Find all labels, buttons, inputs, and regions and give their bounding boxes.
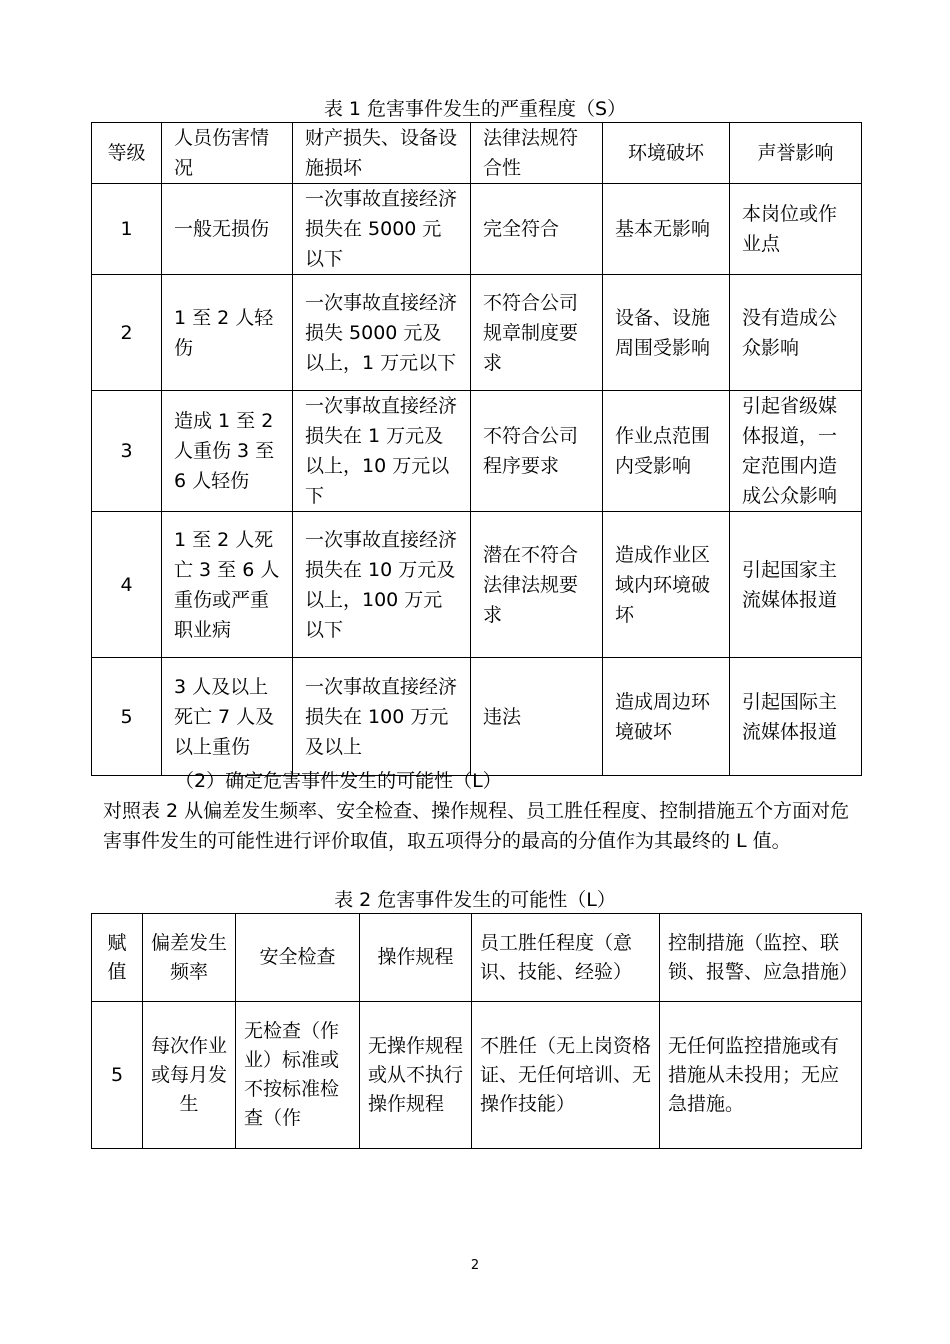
header-cell: 控制措施（监控、联锁、报警、应急措施）: [660, 914, 862, 1002]
table-cell: 不符合公司规章制度要求: [471, 275, 603, 391]
table-cell: 无任何监控措施或有措施从未投用；无应急措施。: [660, 1002, 862, 1149]
table-cell: 不符合公司程序要求: [471, 391, 603, 512]
level-cell: 1: [92, 184, 162, 275]
table-cell: 引起国家主流媒体报道: [730, 512, 862, 658]
level-cell: 2: [92, 275, 162, 391]
header-cell: 人员伤害情况: [162, 123, 293, 184]
table-cell: 设备、设施周围受影响: [603, 275, 730, 391]
table-row: [92, 512, 862, 658]
table-row: [92, 275, 862, 391]
table-row: [92, 184, 862, 275]
table-cell: 造成作业区域内环境破坏: [603, 512, 730, 658]
table-cell: 一次事故直接经济损失在 10 万元及以上，100 万元以下: [293, 512, 471, 658]
likelihood-table: [91, 913, 862, 1149]
table-cell: 违法: [471, 658, 603, 776]
level-cell: 5: [92, 658, 162, 776]
header-cell: 声誉影响: [730, 123, 862, 184]
level-cell: 4: [92, 512, 162, 658]
table-cell: 无操作规程或从不执行操作规程: [360, 1002, 472, 1149]
table-row: [92, 391, 862, 512]
header-cell: 法律法规符合性: [471, 123, 603, 184]
table-cell: 没有造成公众影响: [730, 275, 862, 391]
table-cell: 1 至 2 人轻伤: [162, 275, 293, 391]
body-paragraph: 对照表 2 从偏差发生频率、安全检查、操作规程、员工胜任程度、控制措施五个方面对危害事件发生的可能性进行评价取值，取五项得分的最高的分值作为其最终的 L 值。: [103, 800, 850, 852]
table-cell: 引起省级媒体报道，一定范围内造成公众影响: [730, 391, 862, 512]
table-cell: 造成周边环境破坏: [603, 658, 730, 776]
header-cell: 赋值: [92, 914, 143, 1002]
table-cell: 潜在不符合法律法规要求: [471, 512, 603, 658]
table-cell: 引起国际主流媒体报道: [730, 658, 862, 776]
table-cell: 一次事故直接经济损失在 100 万元及以上: [293, 658, 471, 776]
table-cell: 一次事故直接经济损失 5000 元及以上，1 万元以下: [293, 275, 471, 391]
table-header-row: [92, 123, 862, 184]
table-cell: 无检查（作业）标准或不按标准检查（作: [236, 1002, 360, 1149]
table2-caption: 表 2 危害事件发生的可能性（L）: [334, 889, 616, 911]
header-cell: 安全检查: [236, 914, 360, 1002]
header-cell: 财产损失、设备设施损坏: [293, 123, 471, 184]
table-cell: 本岗位或作业点: [730, 184, 862, 275]
header-cell: 员工胜任程度（意识、技能、经验）: [472, 914, 660, 1002]
table-cell: 不胜任（无上岗资格证、无任何培训、无操作技能）: [472, 1002, 660, 1149]
table1-caption: 表 1 危害事件发生的严重程度（S）: [323, 98, 627, 120]
table-cell: 一次事故直接经济损失在 5000 元以下: [293, 184, 471, 275]
header-cell: 偏差发生频率: [143, 914, 236, 1002]
table-cell: 一次事故直接经济损失在 1 万元及以上，10 万元以下: [293, 391, 471, 512]
header-cell: 环境破坏: [603, 123, 730, 184]
table-cell: 一般无损伤: [162, 184, 293, 275]
table-row: [92, 1002, 862, 1149]
level-cell: 3: [92, 391, 162, 512]
section-heading: （2）确定危害事件发生的可能性（L）: [175, 770, 502, 792]
table-header-row: [92, 914, 862, 1002]
page-number: 2: [470, 1258, 480, 1273]
table-cell: 每次作业或每月发生: [143, 1002, 236, 1149]
severity-table: [91, 122, 862, 776]
table-row: [92, 658, 862, 776]
table-cell: 造成 1 至 2 人重伤 3 至 6 人轻伤: [162, 391, 293, 512]
header-cell: 等级: [92, 123, 162, 184]
table-cell: 3 人及以上死亡 7 人及以上重伤: [162, 658, 293, 776]
table-cell: 基本无影响: [603, 184, 730, 275]
value-cell: 5: [92, 1002, 143, 1149]
table-cell: 完全符合: [471, 184, 603, 275]
table-cell: 1 至 2 人死亡 3 至 6 人重伤或严重职业病: [162, 512, 293, 658]
table-cell: 作业点范围内受影响: [603, 391, 730, 512]
header-cell: 操作规程: [360, 914, 472, 1002]
